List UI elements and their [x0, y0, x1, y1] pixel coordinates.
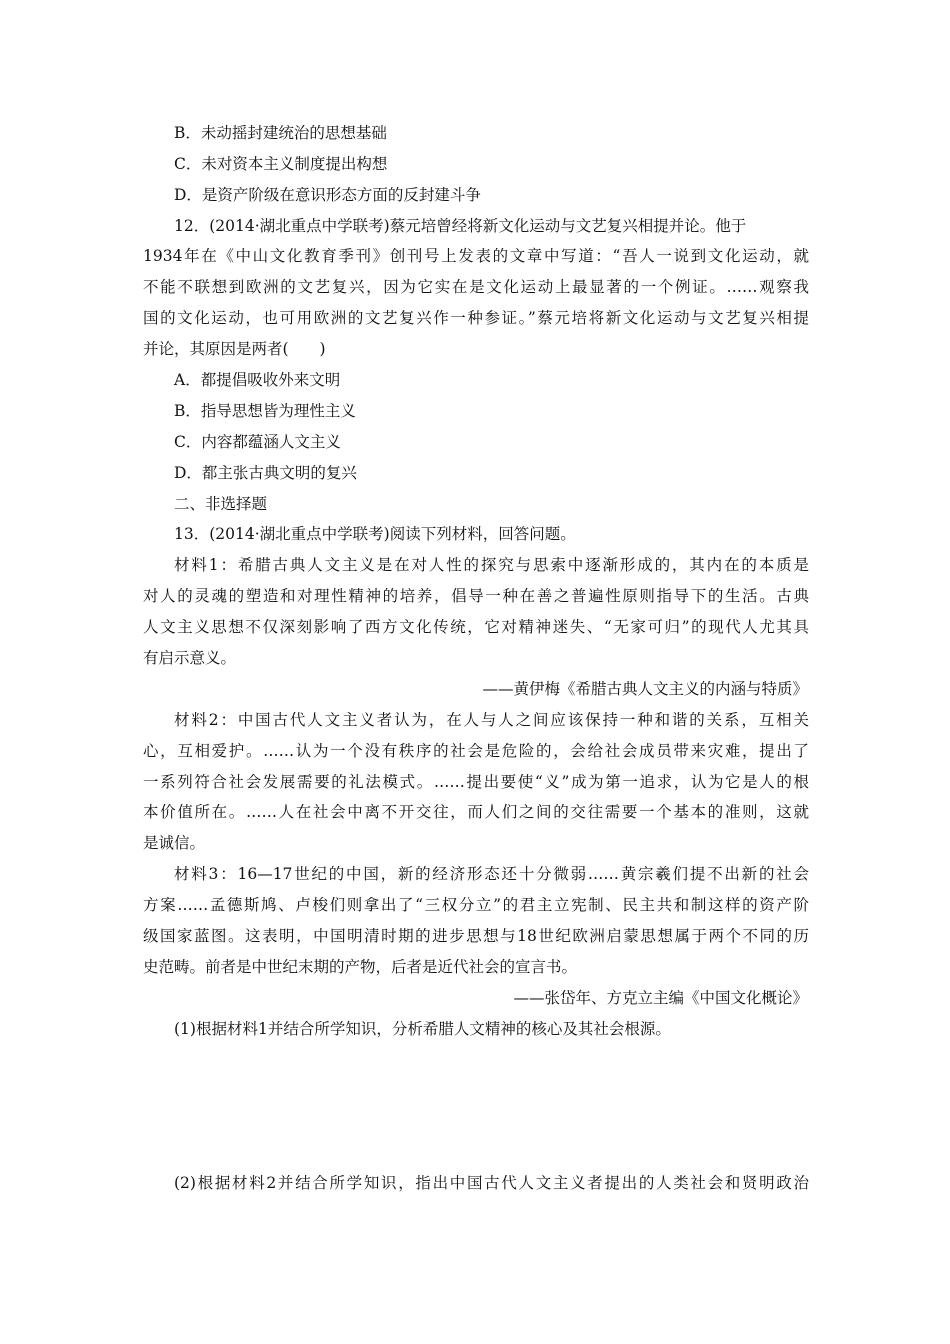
q13-material-3-line-4: 史范畴。前者是中世纪末期的产物，后者是近代社会的宣言书。 — [143, 958, 578, 976]
q13-subquestion-2: (2)根据材料2并结合所学知识，指出中国古代人文主义者提出的人类社会和贤明政治 — [174, 1174, 809, 1192]
q13-material-1-source: ——黄伊梅《希腊古典人文主义的内涵与特质》 — [482, 680, 808, 698]
q13-subquestion-1: (1)根据材料1并结合所学知识，分析希腊人文精神的核心及其社会根源。 — [174, 1020, 671, 1038]
q12-option-b: B．指导思想皆为理性主义 — [174, 402, 356, 420]
q11-option-c: C．未对资本主义制度提出构想 — [174, 155, 388, 173]
q13-intro: 13．(2014·湖北重点中学联考)阅读下列材料，回答问题。 — [174, 525, 576, 543]
q13-material-2-line-5: 是诚信。 — [143, 834, 206, 852]
q12-stem-line-1: 12．(2014·湖北重点中学联考)蔡元培曾经将新文化运动与文艺复兴相提并论。他于 — [174, 217, 747, 235]
q12-stem-line-2: 1934年在《中山文化教育季刊》创刊号上发表的文章中写道：“吾人一说到文化运动，就 — [143, 247, 809, 265]
q13-material-2-line-3: 一系列符合社会发展需要的礼法模式。……提出要使“义”成为第一追求，认为它是人的根 — [143, 773, 809, 791]
q13-material-1-line-2: 对人的灵魂的塑造和对理性精神的培养，倡导一种在善之普遍性原则指导下的生活。古典 — [143, 587, 809, 605]
q12-stem-line-4: 国的文化运动，也可用欧洲的文艺复兴作一种参证。”蔡元培将新文化运动与文艺复兴相提 — [143, 309, 809, 327]
q13-material-2-line-4: 本价值所在。……人在社会中离不开交往，而人们之间的交往需要一个基本的准则，这就 — [143, 803, 809, 821]
q13-material-3-source: ——张岱年、方克立主编《中国文化概论》 — [513, 989, 808, 1007]
q12-stem-line-5: 并论，其原因是两者( ) — [143, 340, 326, 358]
q13-material-3-line-1: 材料3：16—17世纪的中国，新的经济形态还十分微弱……黄宗羲们提不出新的社会 — [174, 865, 809, 883]
q13-material-3-line-2: 方案……孟德斯鸠、卢梭们则拿出了“三权分立”的君主立宪制、民主共和制这样的资产阶 — [143, 896, 809, 914]
q11-option-b: B．未动摇封建统治的思想基础 — [174, 124, 387, 142]
q13-material-1-line-1: 材料1：希腊古典人文主义是在对人性的探究与思索中逐渐形成的，其内在的本质是 — [174, 556, 809, 574]
q13-material-2-line-2: 心，互相爱护。……认为一个没有秩序的社会是危险的，会给社会成员带来灾难，提出了 — [143, 742, 809, 760]
q13-material-2-line-1: 材料2：中国古代人文主义者认为，在人与人之间应该保持一种和谐的关系，互相关 — [174, 711, 809, 729]
q13-material-1-line-4: 有启示意义。 — [143, 649, 237, 667]
q11-option-d: D．是资产阶级在意识形态方面的反封建斗争 — [174, 186, 481, 204]
q12-option-c: C．内容都蕴涵人文主义 — [174, 433, 341, 451]
q13-material-3-line-3: 级国家蓝图。这表明，中国明清时期的进步思想与18世纪欧洲启蒙思想属于两个不同的历 — [143, 927, 809, 945]
q12-stem-line-3: 不能不联想到欧洲的文艺复兴，因为它实在是文化运动上最显著的一个例证。……观察我 — [143, 278, 809, 296]
q12-option-d: D．都主张古典文明的复兴 — [174, 464, 357, 482]
q13-material-1-line-3: 人文主义思想不仅深刻影响了西方文化传统，它对精神迷失、“无家可归”的现代人尤其具 — [143, 618, 809, 636]
section-heading: 二、非选择题 — [174, 495, 268, 513]
q12-option-a: A．都提倡吸收外来文明 — [174, 371, 341, 389]
